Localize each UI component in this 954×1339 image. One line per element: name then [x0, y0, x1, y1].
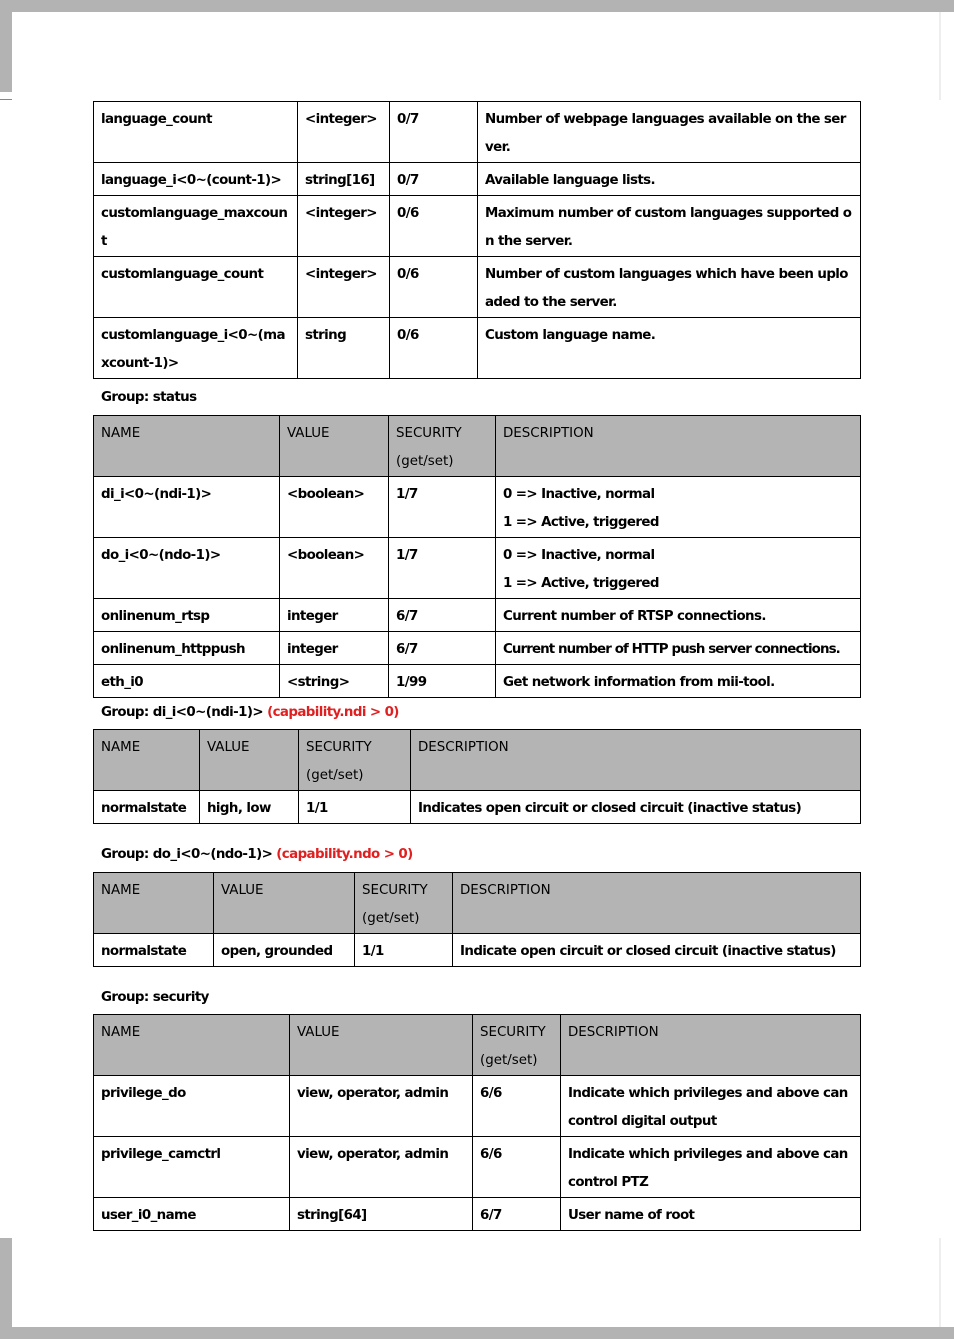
- param-name: privilege_camctrl: [94, 1137, 290, 1198]
- param-value: string: [298, 318, 390, 379]
- header-value: VALUE: [290, 1015, 473, 1076]
- table-row: [94, 934, 861, 967]
- security-parameter-table: [93, 1014, 861, 1231]
- table-row: [94, 665, 861, 698]
- param-value: <integer>: [298, 257, 390, 318]
- param-security: 6/6: [473, 1137, 561, 1198]
- param-value: string[16]: [298, 163, 390, 196]
- table-row: [94, 538, 861, 599]
- page-frame-left-bottom: [0, 1238, 12, 1339]
- param-name: privilege_do: [94, 1076, 290, 1137]
- param-description: Indicate open circuit or closed circuit (inactive status): [453, 934, 861, 967]
- param-name: di_i<0~(ndi-1)>: [94, 477, 280, 538]
- page-frame-bottom: [0, 1327, 954, 1339]
- param-security: 1/7: [389, 477, 496, 538]
- param-value: <integer>: [298, 196, 390, 257]
- param-description: Current number of HTTP push server connections.: [496, 632, 861, 665]
- param-description: User name of root: [561, 1198, 861, 1231]
- page-frame-top: [0, 0, 954, 12]
- param-security: 1/99: [389, 665, 496, 698]
- param-security: 0/6: [390, 196, 478, 257]
- header-value: VALUE: [280, 416, 389, 477]
- param-name: onlinenum_httppush: [94, 632, 280, 665]
- table-row: [94, 102, 861, 163]
- param-description: Number of webpage languages available on the server.: [478, 102, 861, 163]
- table-row: [94, 632, 861, 665]
- param-security: 1/7: [389, 538, 496, 599]
- header-security: SECURITY (get/set): [299, 730, 411, 791]
- header-value: VALUE: [200, 730, 299, 791]
- param-value: string[64]: [290, 1198, 473, 1231]
- header-security: SECURITY (get/set): [389, 416, 496, 477]
- param-security: 1/1: [299, 791, 411, 824]
- header-name: NAME: [94, 873, 214, 934]
- param-description: Maximum number of custom languages supported on the server.: [478, 196, 861, 257]
- header-description: DESCRIPTION: [453, 873, 861, 934]
- header-description: DESCRIPTION: [561, 1015, 861, 1076]
- param-value: <string>: [280, 665, 389, 698]
- margin-tick: [0, 99, 12, 100]
- table-row: [94, 257, 861, 318]
- param-value: <boolean>: [280, 538, 389, 599]
- header-name: NAME: [94, 1015, 290, 1076]
- param-description: Get network information from mii-tool.: [496, 665, 861, 698]
- group-status-title: Group: status: [101, 390, 197, 405]
- param-security: 0/6: [390, 257, 478, 318]
- page-frame-right-top: [939, 12, 941, 100]
- param-security: 0/7: [390, 102, 478, 163]
- param-value: <boolean>: [280, 477, 389, 538]
- param-name: language_i<0~(count-1)>: [94, 163, 298, 196]
- language-parameter-table: [93, 101, 861, 379]
- param-name: normalstate: [94, 791, 200, 824]
- param-name: customlanguage_maxcount: [94, 196, 298, 257]
- group-di-condition: (capability.ndi > 0): [267, 705, 399, 720]
- param-security: 6/7: [389, 632, 496, 665]
- param-security: 0/7: [390, 163, 478, 196]
- param-security: 6/6: [473, 1076, 561, 1137]
- page-frame-right-bottom: [939, 1238, 941, 1327]
- param-description: 0 => Inactive, normal 1 => Active, triggered: [496, 477, 861, 538]
- param-name: eth_i0: [94, 665, 280, 698]
- param-name: user_i0_name: [94, 1198, 290, 1231]
- table-row: [94, 477, 861, 538]
- param-name: customlanguage_count: [94, 257, 298, 318]
- header-security: SECURITY (get/set): [355, 873, 453, 934]
- header-description: DESCRIPTION: [496, 416, 861, 477]
- param-value: <integer>: [298, 102, 390, 163]
- param-description: Indicate which privileges and above can control PTZ: [561, 1137, 861, 1198]
- param-name: onlinenum_rtsp: [94, 599, 280, 632]
- param-description: Available language lists.: [478, 163, 861, 196]
- param-security: 6/7: [473, 1198, 561, 1231]
- param-name: language_count: [94, 102, 298, 163]
- table-header-row: [94, 730, 861, 791]
- param-description: Custom language name.: [478, 318, 861, 379]
- param-value: view, operator, admin: [290, 1076, 473, 1137]
- table-header-row: [94, 1015, 861, 1076]
- param-value: integer: [280, 599, 389, 632]
- param-name: do_i<0~(ndo-1)>: [94, 538, 280, 599]
- table-row: [94, 1076, 861, 1137]
- param-value: view, operator, admin: [290, 1137, 473, 1198]
- param-value: high, low: [200, 791, 299, 824]
- table-header-row: [94, 416, 861, 477]
- table-header-row: [94, 873, 861, 934]
- param-security: 1/1: [355, 934, 453, 967]
- param-security: 0/6: [390, 318, 478, 379]
- group-security-title: Group: security: [101, 990, 209, 1005]
- table-row: [94, 1137, 861, 1198]
- table-row: [94, 163, 861, 196]
- do-parameter-table: [93, 872, 861, 967]
- param-description: Indicate which privileges and above can control digital output: [561, 1076, 861, 1137]
- param-description: Current number of RTSP connections.: [496, 599, 861, 632]
- table-row: [94, 1198, 861, 1231]
- param-name: customlanguage_i<0~(maxcount-1)>: [94, 318, 298, 379]
- param-security: 6/7: [389, 599, 496, 632]
- status-parameter-table: [93, 415, 861, 698]
- table-row: [94, 196, 861, 257]
- param-value: open, grounded: [214, 934, 355, 967]
- header-description: DESCRIPTION: [411, 730, 861, 791]
- header-security: SECURITY (get/set): [473, 1015, 561, 1076]
- header-value: VALUE: [214, 873, 355, 934]
- table-row: [94, 318, 861, 379]
- group-do-title: Group: do_i<0~(ndo-1)> (capability.ndo > 0): [101, 847, 413, 862]
- header-name: NAME: [94, 730, 200, 791]
- table-row: [94, 599, 861, 632]
- param-name: normalstate: [94, 934, 214, 967]
- param-description: 0 => Inactive, normal 1 => Active, triggered: [496, 538, 861, 599]
- param-description: Indicates open circuit or closed circuit (inactive status): [411, 791, 861, 824]
- table-row: [94, 791, 861, 824]
- param-value: integer: [280, 632, 389, 665]
- di-parameter-table: [93, 729, 861, 824]
- group-do-condition: (capability.ndo > 0): [276, 847, 413, 862]
- header-name: NAME: [94, 416, 280, 477]
- group-di-title: Group: di_i<0~(ndi-1)> (capability.ndi > 0): [101, 705, 399, 720]
- page-frame-left-top: [0, 0, 12, 92]
- param-description: Number of custom languages which have been uploaded to the server.: [478, 257, 861, 318]
